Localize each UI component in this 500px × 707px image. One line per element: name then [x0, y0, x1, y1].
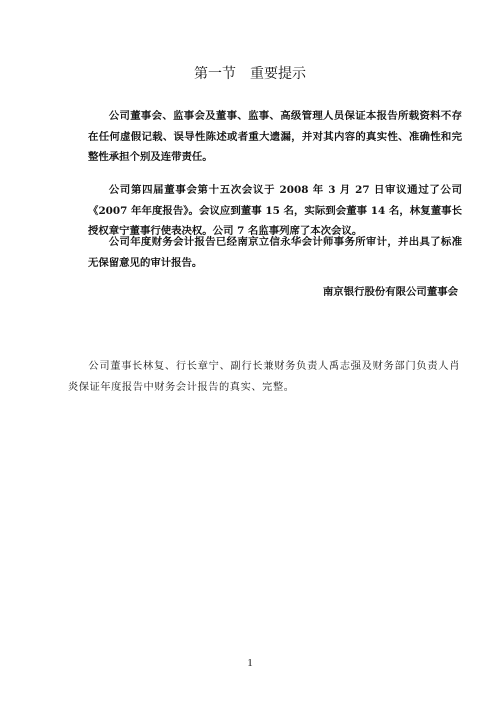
- page-number: 1: [247, 657, 253, 669]
- board-signature: 南京银行股份有限公司董事会: [322, 286, 458, 298]
- section-number: 第一节: [194, 66, 236, 82]
- board-meeting-paragraph: 公司第四届董事会第十五次会议于 2008 年 3 月 27 日审议通过了公司《2007 年年度报告》。会议应到董事 15 名，实际到会董事 14 名，林复董事长授权章宁董事行使表决权。公司 7 名监事列席了本次会议。: [88, 184, 462, 238]
- section-heading: [0, 63, 500, 83]
- audit-paragraph: 公司年度财务会计报告已经南京立信永华会计师事务所审计，并出具了标准无保留意见的审计报告。: [88, 236, 462, 269]
- disclaimer-paragraph: 公司董事会、监事会及董事、监事、高级管理人员保证本报告所载资料不存在任何虚假记载、误导性陈述或者重大遗漏，并对其内容的真实性、准确性和完整性承担个别及连带责任。: [88, 110, 462, 164]
- section-title: 重要提示: [250, 66, 306, 82]
- officers-statement: 公司董事长林复、行长章宁、副行长兼财务负责人禹志强及财务部门负责人肖炎保证年度报告中财务会计报告的真实、完整。: [68, 361, 460, 394]
